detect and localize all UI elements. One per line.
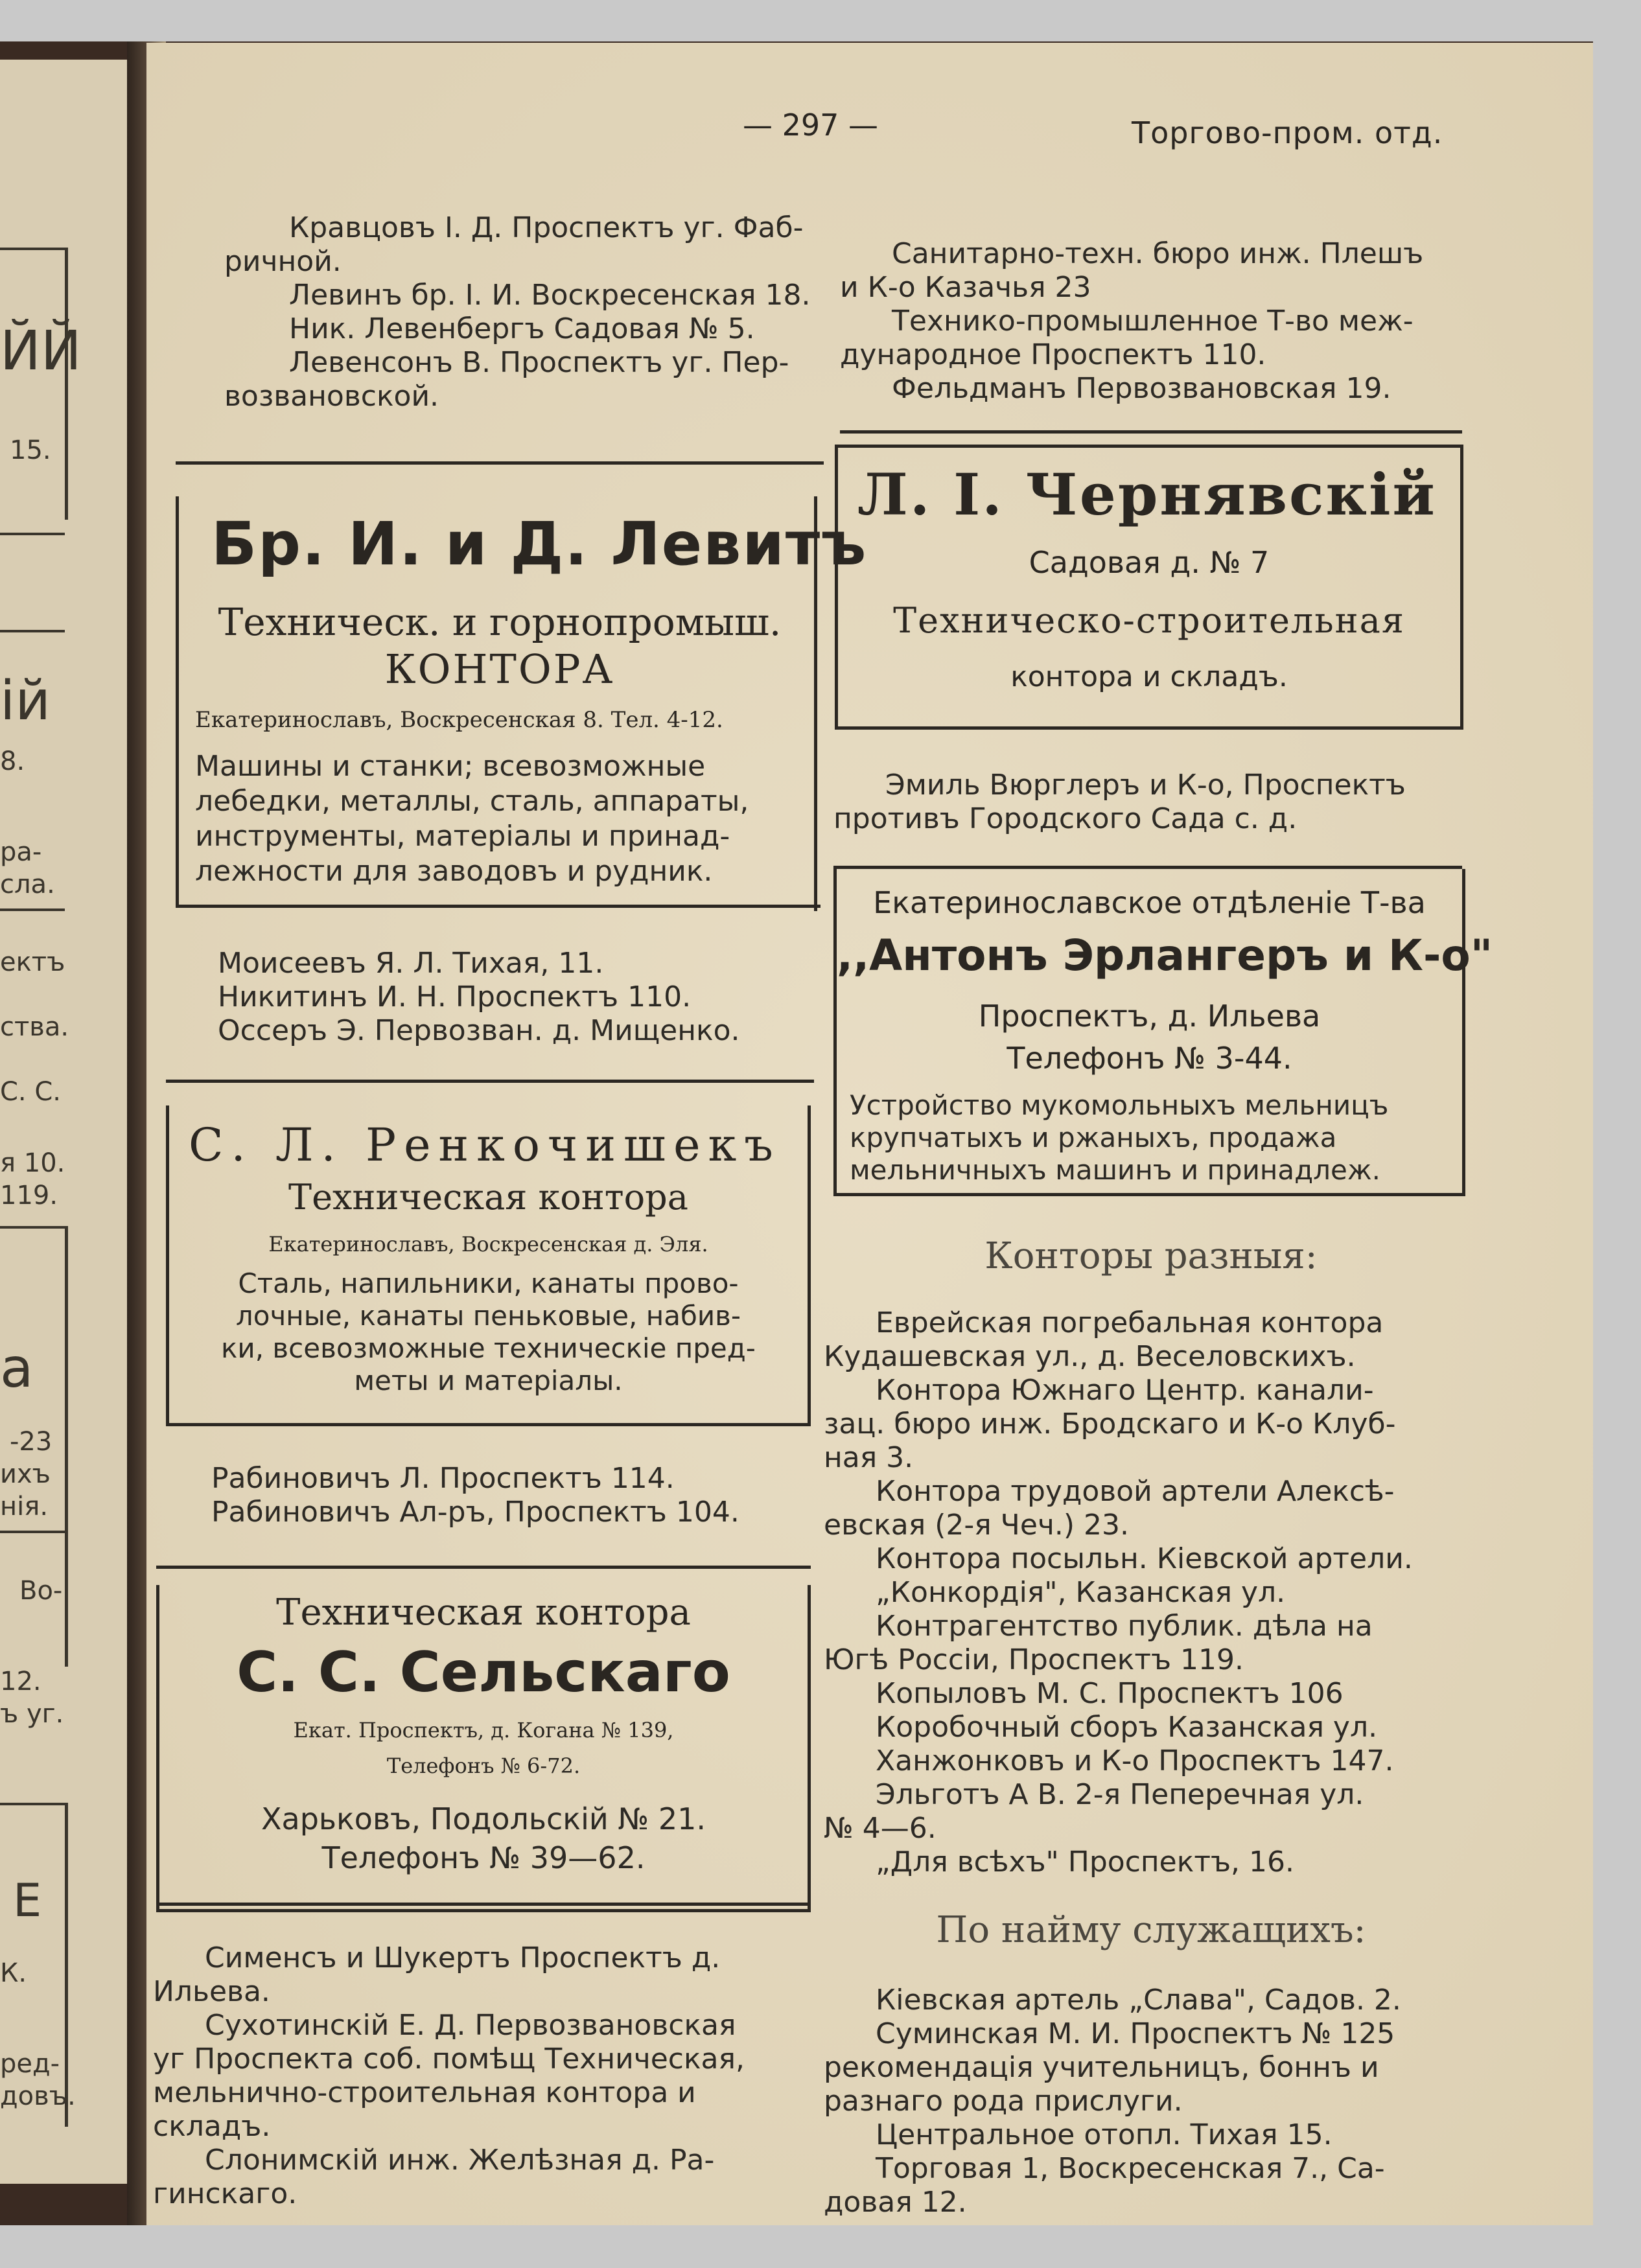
listing-line: Ник. Левенбергъ Садовая № 5. [289, 312, 755, 345]
ad-address: Екатеринославъ, Воскресенская д. Эля. [268, 1232, 708, 1256]
listing-line: гинскаго. [153, 2177, 297, 2210]
listing-left-mid [211, 947, 885, 1048]
section-title: Торгово-пром. отд. [1132, 115, 1443, 150]
listing-line: Копыловъ М. С. Проспектъ 106 [876, 1677, 1344, 1710]
listing-line: Оссеръ Э. Первозван. д. Мищенко. [218, 1014, 740, 1047]
ad-desc-line: меты и матеріалы. [354, 1365, 623, 1396]
left-page-fragment [0, 60, 143, 2184]
ad-desc-line: инструменты, матеріалы и принад- [195, 820, 730, 853]
ad-description [850, 1089, 1388, 1186]
listing-line: Кіевская артель „Слава", Садов. 2. [876, 1984, 1401, 2017]
left-fragment-text: ектъ [0, 947, 65, 977]
listing-line: ная 3. [824, 1441, 914, 1474]
ad-selskago [156, 1585, 811, 1912]
left-fragment-text: К. [0, 1958, 27, 1988]
listing-line: Эмиль Вюрглеръ и К-о, Проспектъ [885, 769, 1406, 802]
ad-address: Проспектъ, д. Ильева [978, 999, 1321, 1034]
ad-subtitle: КОНТОРА [384, 645, 615, 693]
listing-line: Кравцовъ І. Д. Проспектъ уг. Фаб- [289, 211, 804, 244]
ad-description [195, 749, 817, 889]
listing-line: „Для всѣхъ" Проспектъ, 16. [876, 1846, 1294, 1879]
listing-line: ричной. [224, 245, 342, 278]
ad-subtitle: Екатеринославское отдѣленіе Т-ва [873, 885, 1426, 920]
ad-address: Екатеринославъ, Воскресенская 8. Тел. 4-12. [195, 707, 723, 733]
ad-chernyavsky [835, 445, 1463, 730]
listing-left-mid2 [205, 1462, 879, 1529]
listing-line: противъ Городского Сада с. д. [833, 802, 1298, 835]
ad-description [169, 1267, 808, 1397]
ad-erlanger [833, 869, 1493, 1196]
listing-line: мельнично-строительная контора и [153, 2076, 696, 2109]
listing-line: Рабиновичъ Л. Проспектъ 114. [211, 1462, 675, 1495]
left-fragment-text: нія. [0, 1492, 49, 1522]
listing-line: Сименсъ и Шукертъ Проспектъ д. [205, 1941, 721, 1974]
ad-desc-line: лочные, канаты пеньковые, набив- [235, 1300, 741, 1332]
listing-line: Контора посыльн. Кіевской артели. [876, 1542, 1413, 1575]
ad-subtitle: контора и складъ. [1010, 660, 1288, 693]
ad-desc-line: Сталь, напильники, канаты прово- [238, 1267, 739, 1299]
listing-left-top [224, 211, 885, 413]
left-rule [0, 1531, 65, 1533]
left-fragment-text: Е [13, 1874, 42, 1927]
listing-line: Коробочный сборъ Казанская ул. [876, 1711, 1378, 1744]
listing-line: Югѣ Россіи, Проспектъ 119. [824, 1643, 1244, 1676]
section-heading: По найму служащихъ: [936, 1909, 1366, 1951]
listing-line: Контрагентство публик. дѣла на [876, 1610, 1373, 1643]
listing-line: Фельдманъ Первозвановская 19. [892, 372, 1391, 405]
ad-title: Л. І. Чернявскій [857, 461, 1437, 528]
left-box-border [65, 1803, 68, 2127]
left-rule [0, 533, 65, 535]
listing-left-bottom [153, 1941, 827, 2211]
left-fragment-text: 119. [0, 1181, 58, 1210]
ad-branch-phone: Телефонъ № 39—62. [321, 1840, 646, 1875]
listing-right-mid [833, 769, 1495, 836]
ad-desc-line: крупчатыхъ и ржаныхъ, продажа [850, 1122, 1337, 1153]
listing-kontory [824, 1306, 1472, 1879]
listing-line: Суминская М. И. Проспектъ № 125 [876, 2017, 1395, 2050]
ad-renkochishek [166, 1105, 811, 1426]
listing-naimu [824, 1984, 1472, 2219]
ad-rule [176, 461, 824, 465]
ad-levit [176, 496, 868, 908]
ad-title: Бр. И. и Д. Левитъ [211, 509, 868, 579]
ad-rule [156, 1903, 811, 1906]
left-fragment-text: 8. [0, 746, 25, 776]
listing-line: Торговая 1, Воскресенская 7., Са- [876, 2152, 1385, 2185]
ad-subtitle: Техническо-строительная [893, 600, 1405, 641]
ad-subtitle: Техническая контора [288, 1177, 688, 1218]
left-fragment-text: ства. [0, 1012, 69, 1042]
left-fragment-text: ій [0, 669, 51, 732]
ad-subtitle: Техническая контора [276, 1591, 691, 1634]
listing-line: Санитарно-техн. бюро инж. Плешъ [892, 237, 1424, 270]
listing-line: Левинъ бр. І. И. Воскресенская 18. [289, 279, 811, 312]
listing-line: дународное Проспектъ 110. [840, 338, 1266, 371]
listing-line: разнаго рода прислуги. [824, 2085, 1183, 2118]
left-fragment-text: сла. [0, 870, 55, 899]
listing-line: № 4—6. [824, 1812, 937, 1845]
left-fragment-text: ихъ [0, 1459, 51, 1489]
listing-line: Технико-промышленное Т-во меж- [892, 305, 1414, 338]
section-heading: Конторы разныя: [984, 1235, 1318, 1277]
listing-line: довая 12. [824, 2186, 967, 2219]
ad-phone: Телефонъ № 6-72. [386, 1753, 581, 1778]
ad-desc-line: мельничныхъ машинъ и принадлеж. [850, 1154, 1380, 1186]
left-rule [0, 630, 65, 632]
listing-line: уг Проспекта соб. помѣщ Техническая, [153, 2042, 745, 2076]
ad-title: ,,Антонъ Эрлангеръ и К-о" [837, 931, 1493, 980]
listing-line: Центральное отопл. Тихая 15. [876, 2118, 1333, 2151]
ad-rule [156, 1566, 811, 1569]
ad-phone: Телефонъ № 3-44. [1007, 1041, 1292, 1076]
left-fragment-text: ъ уг. [0, 1699, 64, 1729]
listing-line: Левенсонъ В. Проспектъ уг. Пер- [289, 346, 789, 379]
left-fragment-text: С. С. [0, 1077, 62, 1107]
left-fragment-text: я 10. [0, 1148, 65, 1178]
listing-line: Ильева. [153, 1975, 270, 2008]
left-box-border [65, 248, 68, 520]
listing-line: Слонимскій инж. Желѣзная д. Ра- [205, 2144, 715, 2177]
listing-line: Сухотинскій Е. Д. Первозвановская [205, 2009, 736, 2042]
listing-line: Кудашевская ул., д. Веселовскихъ. [824, 1340, 1356, 1373]
page-number: — 297 — [743, 108, 879, 143]
ad-title: С. Л. Ренкочишекъ [189, 1118, 781, 1172]
ad-address: Садовая д. № 7 [1029, 545, 1270, 580]
listing-line: „Конкордія", Казанская ул. [876, 1576, 1286, 1609]
ad-desc-line: Машины и станки; всевозможные [195, 750, 706, 783]
left-fragment-text: 15. [10, 435, 51, 465]
listing-line: Контора трудовой артели Алексѣ- [876, 1475, 1395, 1508]
ad-desc-line: лежности для заводовъ и рудник. [195, 855, 713, 888]
ad-title: С. С. Сельскаго [237, 1640, 730, 1705]
ad-rule [176, 905, 817, 908]
listing-line: и К-о Казачья 23 [840, 271, 1091, 304]
ad-desc-line: лебедки, металлы, сталь, аппараты, [195, 785, 749, 818]
left-fragment-text: ред- [0, 2049, 60, 2079]
page-297 [146, 43, 1593, 2225]
ad-desc-line: Устройство мукомольныхъ мельницъ [850, 1089, 1389, 1121]
ad-border [814, 496, 817, 911]
left-fragment-text: 12. [0, 1667, 41, 1696]
listing-line: Моисеевъ Я. Л. Тихая, 11. [218, 947, 604, 980]
listing-line: возвановской. [224, 380, 439, 413]
left-rule [0, 1226, 65, 1229]
listing-right-top [840, 237, 1501, 406]
listing-line: Еврейская погребальная контора [876, 1306, 1384, 1339]
listing-line: зац. бюро инж. Бродскаго и К-о Клуб- [824, 1407, 1396, 1441]
ad-rule [166, 1080, 814, 1083]
left-fragment-text: -23 [10, 1427, 52, 1457]
left-fragment-text: довъ. [0, 2081, 76, 2111]
listing-line: рекомендація учительницъ, боннъ и [824, 2051, 1379, 2084]
left-fragment-text: ра- [0, 837, 42, 867]
ad-branch: Харьковъ, Подольскій № 21. [261, 1801, 706, 1836]
left-rule [0, 1803, 65, 1805]
ad-subtitle: Техническ. и горнопромыш. [218, 600, 782, 644]
ad-rule [840, 430, 1462, 434]
left-rule [0, 908, 65, 911]
left-fragment-text: а [0, 1336, 34, 1400]
left-box-border [65, 1226, 68, 1667]
listing-line: Ханжонковъ и К-о Проспектъ 147. [876, 1744, 1394, 1777]
listing-line: Эльготъ А В. 2-я Пеперечная ул. [876, 1778, 1364, 1811]
listing-line: евская (2-я Чеч.) 23. [824, 1509, 1130, 1542]
ad-desc-line: ки, всевозможные техническіе пред- [221, 1332, 756, 1364]
listing-line: Контора Южнаго Центр. канали- [876, 1374, 1374, 1407]
left-fragment-text: Во- [19, 1576, 63, 1606]
listing-line: Рабиновичъ Ал-ръ, Проспектъ 104. [211, 1496, 739, 1529]
listing-line: складъ. [153, 2110, 271, 2143]
ad-address: Екат. Проспектъ, д. Когана № 139, [293, 1718, 674, 1742]
listing-line: Никитинъ И. Н. Проспектъ 110. [218, 980, 692, 1013]
left-rule [0, 248, 65, 250]
left-fragment-text: ЙЙ [0, 319, 82, 382]
